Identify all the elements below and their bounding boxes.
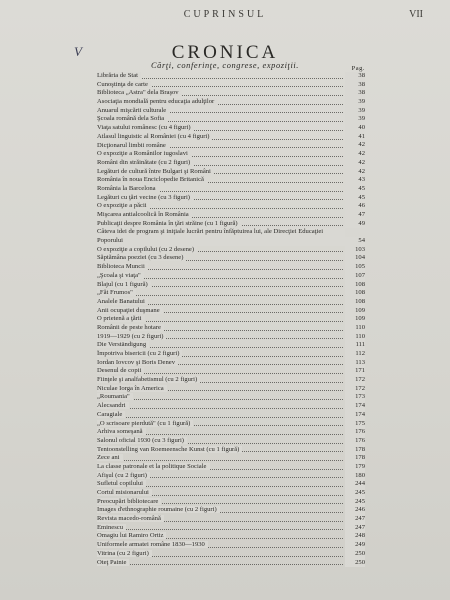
toc-entry [97, 72, 365, 81]
toc-entry-title: România la Barcelona [97, 185, 159, 192]
toc-entry-page: 174 [345, 411, 365, 420]
toc-entry-page: 109 [345, 307, 365, 316]
toc-entry-title: Alecsandri [97, 402, 129, 409]
dot-leader [97, 460, 343, 461]
toc-entry [97, 515, 365, 524]
toc-entry-page: 103 [345, 246, 365, 255]
toc-entry-page: 108 [345, 298, 365, 307]
toc-entry-page: 40 [345, 124, 365, 133]
toc-entry-title: Cortul misionarului [97, 489, 152, 496]
toc-entry-title: Sufletul copilului [97, 480, 146, 487]
toc-entry [97, 281, 365, 290]
toc-entry [97, 81, 365, 90]
toc-entry-page: 45 [345, 185, 365, 194]
toc-entry-page: 250 [345, 550, 365, 559]
toc-entry-title: O expoziţie a păcii [97, 202, 150, 209]
dot-leader [97, 399, 343, 400]
dot-leader [97, 529, 343, 530]
toc-entry-page: 113 [345, 359, 365, 368]
toc-entry-page: 245 [345, 498, 365, 507]
toc-entry-page: 42 [345, 150, 365, 159]
toc-entry [97, 350, 365, 359]
section-subtitle: Cărţi, conferinţe, congrese, expoziţii. [151, 61, 299, 70]
toc-entry-page: 105 [345, 263, 365, 272]
toc-entry-title: Legături de cultură între Bulgari şi Români [97, 168, 214, 175]
toc-entry-title: Preocupări bibliotecare [97, 498, 161, 505]
toc-entry [97, 333, 365, 342]
toc-entry-title: Câteva idei de program şi iniţiale lucrări pentru înfăptuirea lui, ale Direcţiei Educaţiei Poporului [97, 228, 345, 245]
toc-entry-page: 39 [345, 107, 365, 116]
toc-entry-title: Atlasul linguistic al României (cu 4 figuri) [97, 133, 212, 140]
toc-entry-page: 247 [345, 524, 365, 533]
toc-entry-title: Die Verständigung [97, 341, 149, 348]
toc-entry-page: 41 [345, 133, 365, 142]
toc-entry-title: Analele Banatului [97, 298, 148, 305]
toc-entry-title: Tentoonstelling van Roemeensche Kunst (cu 1 figură) [97, 446, 242, 453]
toc-entry-title: Împotriva bisericii (cu 2 figuri) [97, 350, 182, 357]
toc-entry-page: 178 [345, 446, 365, 455]
toc-entry-title: O expoziţie a Românilor iugoslavi [97, 150, 191, 157]
toc-entry-page: 178 [345, 454, 365, 463]
toc-entry [97, 185, 365, 194]
toc-entry-page: 108 [345, 281, 365, 290]
toc-entry [97, 150, 365, 159]
toc-entry-title: Librăria de Stat [97, 72, 141, 79]
toc-entry [97, 463, 365, 472]
toc-entry [97, 489, 365, 498]
toc-entry-page: 246 [345, 506, 365, 515]
toc-entry [97, 559, 365, 568]
toc-entry [97, 194, 365, 203]
toc-entry [97, 472, 365, 481]
toc-entry-page: 54 [345, 237, 365, 246]
toc-entry-page: 171 [345, 367, 365, 376]
toc-entry [97, 524, 365, 533]
toc-entry-title: Biblioteca „Astra" dela Braşov [97, 89, 182, 96]
toc-entry-title: Caragiale [97, 411, 125, 418]
toc-entry [97, 393, 365, 402]
toc-entry-title: România în noua Enciclopedie Britanică [97, 176, 207, 183]
dot-leader [97, 408, 343, 409]
toc-entry [97, 324, 365, 333]
toc-entry [97, 506, 365, 515]
toc-entry-title: Revista macedo-română [97, 515, 164, 522]
toc-entry-title: Anii ocupaţiei duşmane [97, 307, 163, 314]
toc-entry-page: 104 [345, 254, 365, 263]
toc-entry [97, 315, 365, 324]
toc-entry-page: 45 [345, 194, 365, 203]
toc-entry-title: Biblioteca Muncii [97, 263, 148, 270]
toc-entry-page: 245 [345, 489, 365, 498]
toc-entry [97, 376, 365, 385]
toc-entry [97, 385, 365, 394]
toc-entry [97, 211, 365, 220]
toc-entry-title: Iordan Iovcov şi Boris Denev [97, 359, 178, 366]
running-header: CUPRINSUL [183, 9, 267, 20]
toc-entry [97, 437, 365, 446]
toc-entry-title: Asociaţia mondială pentru educaţia adulţilor [97, 98, 217, 105]
toc-entry-page: 110 [345, 324, 365, 333]
toc-entry [97, 411, 365, 420]
toc-entry [97, 367, 365, 376]
toc-entry-title: Desenul de copii [97, 367, 144, 374]
toc-entry-page: 248 [345, 532, 365, 541]
section-title: CRONICA [171, 42, 279, 63]
toc-entry-page: 174 [345, 402, 365, 411]
toc-entry-title: Vitrina (cu 2 figuri) [97, 550, 152, 557]
toc-entry-page: 180 [345, 472, 365, 481]
toc-entry [97, 289, 365, 298]
toc-entry-title: Publicaţii despre România în ţări străine (cu 1 figură) [97, 220, 241, 227]
toc-entry [97, 446, 365, 455]
toc-entry [97, 254, 365, 263]
toc-entry-title: Românii de peste hotare [97, 324, 164, 331]
toc-entry-title: O expoziţie a copilului (cu 2 desene) [97, 246, 197, 253]
toc-entry [97, 124, 365, 133]
toc-entry-page: 49 [345, 220, 365, 229]
toc-entry [97, 176, 365, 185]
toc-entry [97, 228, 365, 245]
toc-entry-title: Legături cu ţări vecine (cu 3 figuri) [97, 194, 193, 201]
toc-entry-page: 176 [345, 437, 365, 446]
toc-entry-page: 173 [345, 393, 365, 402]
toc-entry [97, 498, 365, 507]
toc-entry [97, 98, 365, 107]
toc-entry-title: 1919—1929 (cu 2 figuri) [97, 333, 166, 340]
toc-entry-page: 172 [345, 385, 365, 394]
toc-entry [97, 246, 365, 255]
toc-entry-title: Români din străinătate (cu 2 figuri) [97, 159, 193, 166]
toc-entry-page: 39 [345, 98, 365, 107]
toc-entry-page: 42 [345, 159, 365, 168]
toc-entry-title: Images d'ethnographie roumaine (cu 2 figuri) [97, 506, 220, 513]
toc-entry [97, 532, 365, 541]
toc-entry-page: 250 [345, 559, 365, 568]
toc-entry [97, 272, 365, 281]
toc-entry [97, 168, 365, 177]
toc-entry [97, 480, 365, 489]
toc-entry-title: Dicţionarul limbii române [97, 142, 169, 149]
toc-entry-title: Niculae Iorga în America [97, 385, 167, 392]
dot-leader [97, 417, 343, 418]
toc-entry [97, 298, 365, 307]
toc-entry-page: 42 [345, 168, 365, 177]
toc-entry [97, 202, 365, 211]
toc-entry-page: 43 [345, 176, 365, 185]
toc-entry [97, 263, 365, 272]
toc-entry-page: 107 [345, 272, 365, 281]
toc-entry [97, 541, 365, 550]
toc-entry [97, 359, 365, 368]
toc-entry-page: 108 [345, 289, 365, 298]
toc-entry-title: „Şcoala şi viaţa" [97, 272, 144, 279]
toc-entry-page: 179 [345, 463, 365, 472]
toc-entry-title: O prietenă a ţării [97, 315, 145, 322]
toc-entry [97, 89, 365, 98]
toc-entry-page: 175 [345, 420, 365, 429]
dot-leader [97, 564, 343, 565]
toc-entry-title: Oteţ Painie [97, 559, 129, 566]
toc-entry-page: 247 [345, 515, 365, 524]
toc-entry-page: 112 [345, 350, 365, 359]
toc-entry-title: Şcoala română dela Sofia [97, 115, 167, 122]
toc-entry-title: Afişul (cu 2 figuri) [97, 472, 150, 479]
toc-entry-title: Salonul oficial 1930 (cu 3 figuri) [97, 437, 187, 444]
toc-entry [97, 133, 365, 142]
toc-entry-title: Fiinţele şi analfabetismul (cu 2 figuri) [97, 376, 200, 383]
table-of-contents [97, 72, 365, 567]
toc-entry [97, 454, 365, 463]
toc-entry [97, 402, 365, 411]
toc-entry [97, 115, 365, 124]
toc-entry-page: 47 [345, 211, 365, 220]
toc-entry [97, 428, 365, 437]
toc-entry-title: Blajul (cu 1 figură) [97, 281, 151, 288]
toc-entry [97, 142, 365, 151]
toc-entry-title: „O scrisoare pierdută" (cu 1 figură) [97, 420, 193, 427]
toc-entry-page: 111 [345, 341, 365, 350]
toc-entry-title: „Roumania" [97, 393, 133, 400]
toc-entry-title: La classe patronale et la politique Sociale [97, 463, 210, 470]
toc-entry-title: Uniformele armatei române 1830—1930 [97, 541, 208, 548]
toc-entry [97, 307, 365, 316]
toc-entry [97, 220, 365, 229]
toc-entry-page: 249 [345, 541, 365, 550]
page-number: VII [409, 9, 423, 20]
toc-entry-title: Arhiva someşană [97, 428, 146, 435]
toc-entry-page: 38 [345, 89, 365, 98]
toc-entry-page: 38 [345, 72, 365, 81]
toc-entry [97, 341, 365, 350]
toc-entry [97, 420, 365, 429]
toc-entry [97, 550, 365, 559]
toc-entry-page: 172 [345, 376, 365, 385]
toc-entry-page: 110 [345, 333, 365, 342]
toc-entry-page: 39 [345, 115, 365, 124]
toc-entry-title: Săptămâna poeziei (cu 3 desene) [97, 254, 186, 261]
toc-entry-title: Viaţa satului românesc (cu 4 figuri) [97, 124, 194, 131]
toc-entry-page: 176 [345, 428, 365, 437]
toc-entry-page: 42 [345, 142, 365, 151]
toc-entry-title: Cunoştinţa de carte [97, 81, 151, 88]
handwritten-margin-mark: V [74, 44, 82, 59]
page-column-header: Pag. [351, 65, 365, 72]
toc-entry-title: Zece ani [97, 454, 123, 461]
toc-entry-page: 109 [345, 315, 365, 324]
toc-entry-page: 46 [345, 202, 365, 211]
toc-entry [97, 159, 365, 168]
toc-entry-title: Mişcarea antialcoolică în România [97, 211, 192, 218]
toc-entry-title: Eminescu [97, 524, 126, 531]
toc-entry-page: 38 [345, 81, 365, 90]
toc-entry-title: Omagiu lui Ramiro Ortiz [97, 532, 166, 539]
toc-entry-page: 244 [345, 480, 365, 489]
toc-entry-title: Anuarul mişcării culturale [97, 107, 169, 114]
toc-entry [97, 107, 365, 116]
toc-entry-title: „Făt Frumos" [97, 289, 136, 296]
